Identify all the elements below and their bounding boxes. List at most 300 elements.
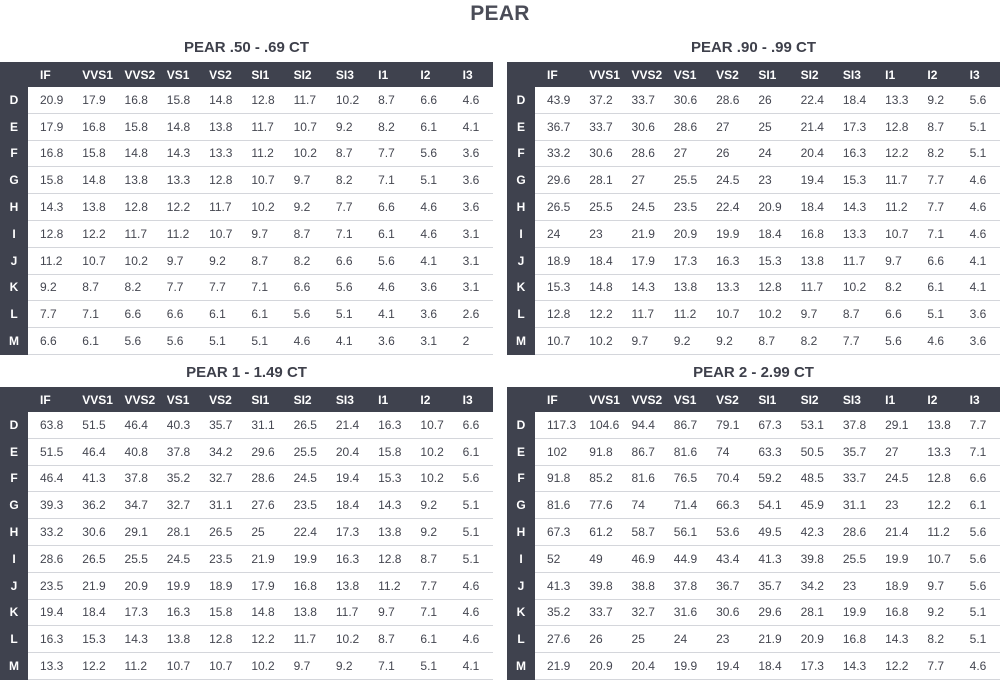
row-header: E [0, 438, 28, 465]
price-cell: 30.6 [704, 599, 746, 626]
price-cell: 8.7 [915, 113, 957, 140]
price-cell: 91.8 [535, 465, 577, 492]
price-cell: 13.3 [155, 167, 197, 194]
price-cell: 3.1 [408, 328, 450, 355]
table-title: PEAR 2 - 2.99 CT [693, 364, 814, 381]
price-cell: 46.9 [620, 545, 662, 572]
price-cell: 27.6 [535, 626, 577, 653]
price-cell: 16.8 [831, 626, 873, 653]
price-cell: 4.6 [451, 572, 493, 599]
price-cell: 11.2 [28, 247, 70, 274]
price-cell: 7.1 [408, 599, 450, 626]
column-header: IF [28, 387, 70, 412]
price-cell: 35.7 [197, 412, 239, 438]
table-row [507, 492, 1000, 519]
table-row [0, 167, 493, 194]
table-row [0, 465, 493, 492]
column-header: I1 [873, 387, 915, 412]
price-cell: 104.6 [577, 412, 619, 438]
price-cell: 23.5 [282, 492, 324, 519]
price-cell: 20.4 [789, 140, 831, 167]
price-cell: 12.8 [915, 465, 957, 492]
price-cell: 11.7 [873, 167, 915, 194]
price-cell: 46.4 [113, 412, 155, 438]
row-header: M [0, 653, 28, 680]
table-row [0, 220, 493, 247]
price-cell: 45.9 [789, 492, 831, 519]
price-cell: 6.6 [366, 194, 408, 221]
column-header: I2 [408, 62, 450, 87]
price-cell: 4.1 [451, 113, 493, 140]
price-cell: 6.1 [408, 626, 450, 653]
price-cell: 12.8 [746, 274, 788, 301]
price-cell: 6.1 [451, 438, 493, 465]
table-row [0, 140, 493, 167]
row-header: I [507, 545, 535, 572]
price-cell: 29.6 [746, 599, 788, 626]
price-cell: 8.2 [282, 247, 324, 274]
price-cell: 48.5 [789, 465, 831, 492]
price-cell: 10.2 [408, 465, 450, 492]
price-cell: 2 [451, 328, 493, 355]
price-cell: 8.7 [831, 301, 873, 328]
row-header: G [0, 167, 28, 194]
price-cell: 20.9 [28, 87, 70, 113]
column-header: I2 [915, 62, 957, 87]
price-cell: 12.8 [113, 194, 155, 221]
price-cell: 3.1 [451, 220, 493, 247]
price-cell: 91.8 [577, 438, 619, 465]
table-row [0, 301, 493, 328]
price-table [507, 387, 1000, 680]
price-cell: 26.5 [535, 194, 577, 221]
price-cell: 8.7 [366, 626, 408, 653]
column-header: SI2 [282, 62, 324, 87]
price-cell: 9.7 [282, 653, 324, 680]
price-cell: 5.1 [958, 626, 1000, 653]
row-header: D [507, 412, 535, 438]
price-cell: 4.6 [408, 194, 450, 221]
price-cell: 28.6 [28, 545, 70, 572]
row-header: G [507, 167, 535, 194]
price-cell: 4.6 [958, 194, 1000, 221]
price-cell: 14.3 [831, 653, 873, 680]
column-header: VVS2 [620, 62, 662, 87]
price-cell: 5.1 [451, 545, 493, 572]
price-cell: 11.7 [197, 194, 239, 221]
price-cell: 12.8 [197, 167, 239, 194]
price-cell: 6.1 [958, 492, 1000, 519]
price-cell: 24.5 [620, 194, 662, 221]
price-cell: 8.7 [282, 220, 324, 247]
price-cell: 8.7 [746, 328, 788, 355]
price-cell: 13.8 [155, 626, 197, 653]
price-cell: 5.1 [451, 519, 493, 546]
price-cell: 5.6 [958, 545, 1000, 572]
price-cell: 7.7 [408, 572, 450, 599]
price-table-section [507, 38, 1000, 355]
price-cell: 30.6 [577, 140, 619, 167]
price-cell: 23.5 [197, 545, 239, 572]
price-cell: 4.6 [282, 328, 324, 355]
row-header: F [507, 465, 535, 492]
price-cell: 9.2 [282, 194, 324, 221]
price-table-section [507, 363, 1000, 680]
price-cell: 28.6 [831, 519, 873, 546]
price-cell: 21.9 [535, 653, 577, 680]
price-cell: 40.8 [113, 438, 155, 465]
price-cell: 32.7 [197, 465, 239, 492]
row-header: E [507, 438, 535, 465]
price-cell: 11.7 [831, 247, 873, 274]
price-cell: 77.6 [577, 492, 619, 519]
price-cell: 4.1 [366, 301, 408, 328]
price-cell: 24 [662, 626, 704, 653]
price-cell: 10.2 [239, 653, 281, 680]
price-cell: 9.2 [28, 274, 70, 301]
price-cell: 10.7 [70, 247, 112, 274]
price-cell: 4.1 [451, 653, 493, 680]
price-cell: 4.1 [408, 247, 450, 274]
price-cell: 51.5 [28, 438, 70, 465]
column-header: VVS2 [620, 387, 662, 412]
table-row [507, 626, 1000, 653]
price-cell: 6.6 [155, 301, 197, 328]
price-cell: 81.6 [535, 492, 577, 519]
price-cell: 86.7 [620, 438, 662, 465]
table-row [507, 519, 1000, 546]
price-cell: 15.8 [197, 599, 239, 626]
price-cell: 8.2 [789, 328, 831, 355]
table-row [0, 274, 493, 301]
price-cell: 34.7 [113, 492, 155, 519]
price-cell: 43.9 [535, 87, 577, 113]
price-cell: 12.8 [873, 113, 915, 140]
price-cell: 7.7 [366, 140, 408, 167]
price-cell: 13.3 [831, 220, 873, 247]
page-title: PEAR [470, 2, 530, 25]
price-cell: 17.3 [113, 599, 155, 626]
price-cell: 6.6 [451, 412, 493, 438]
price-cell: 20.4 [324, 438, 366, 465]
price-cell: 9.2 [324, 653, 366, 680]
price-cell: 8.7 [366, 87, 408, 113]
row-header: J [507, 572, 535, 599]
price-cell: 39.8 [577, 572, 619, 599]
price-cell: 15.3 [746, 247, 788, 274]
price-cell: 6.6 [282, 274, 324, 301]
price-cell: 12.2 [70, 653, 112, 680]
price-cell: 23 [746, 167, 788, 194]
price-cell: 4.6 [451, 87, 493, 113]
price-cell: 5.6 [282, 301, 324, 328]
column-header: IF [28, 62, 70, 87]
price-cell: 16.3 [155, 599, 197, 626]
column-header: I2 [408, 387, 450, 412]
price-cell: 14.8 [577, 274, 619, 301]
price-cell: 10.7 [197, 220, 239, 247]
price-cell: 29.1 [873, 412, 915, 438]
price-cell: 54.1 [746, 492, 788, 519]
price-cell: 7.1 [915, 220, 957, 247]
price-cell: 13.8 [324, 572, 366, 599]
column-header: VS1 [662, 62, 704, 87]
price-cell: 51.5 [70, 412, 112, 438]
row-header: K [507, 274, 535, 301]
price-cell: 6.1 [366, 220, 408, 247]
price-cell: 30.6 [620, 113, 662, 140]
corner-cell [507, 62, 535, 87]
price-cell: 7.1 [366, 167, 408, 194]
price-cell: 12.8 [366, 545, 408, 572]
table-title: PEAR 1 - 1.49 CT [186, 364, 307, 381]
price-cell: 17.3 [324, 519, 366, 546]
price-cell: 13.3 [873, 87, 915, 113]
price-cell: 3.6 [451, 167, 493, 194]
price-cell: 25 [620, 626, 662, 653]
price-cell: 36.2 [70, 492, 112, 519]
price-cell: 14.8 [197, 87, 239, 113]
price-cell: 11.7 [239, 113, 281, 140]
price-cell: 5.1 [324, 301, 366, 328]
price-cell: 10.2 [239, 194, 281, 221]
price-cell: 5.6 [451, 465, 493, 492]
corner-cell [0, 62, 28, 87]
price-cell: 33.7 [577, 599, 619, 626]
table-row [507, 599, 1000, 626]
table-row [0, 113, 493, 140]
price-cell: 9.2 [915, 599, 957, 626]
row-header: H [507, 194, 535, 221]
price-table [0, 62, 493, 355]
price-cell: 6.1 [915, 274, 957, 301]
price-cell: 42.3 [789, 519, 831, 546]
price-cell: 26.5 [282, 412, 324, 438]
price-cell: 4.6 [958, 653, 1000, 680]
price-cell: 36.7 [704, 572, 746, 599]
price-cell: 8.2 [324, 167, 366, 194]
price-cell: 14.8 [113, 140, 155, 167]
price-cell: 20.9 [789, 626, 831, 653]
column-header: SI3 [324, 387, 366, 412]
table-row [507, 572, 1000, 599]
price-cell: 7.1 [958, 438, 1000, 465]
price-cell: 5.6 [155, 328, 197, 355]
price-cell: 27 [873, 438, 915, 465]
price-cell: 15.8 [70, 140, 112, 167]
price-cell: 27.6 [239, 492, 281, 519]
price-cell: 13.8 [789, 247, 831, 274]
column-header: SI3 [324, 62, 366, 87]
price-cell: 25 [746, 113, 788, 140]
column-header: VVS1 [577, 387, 619, 412]
price-cell: 6.6 [958, 465, 1000, 492]
price-cell: 9.2 [324, 113, 366, 140]
price-cell: 23 [577, 220, 619, 247]
price-cell: 23.5 [662, 194, 704, 221]
price-cell: 37.8 [155, 438, 197, 465]
price-cell: 10.7 [282, 113, 324, 140]
table-row [507, 438, 1000, 465]
price-cell: 8.7 [408, 545, 450, 572]
price-cell: 56.1 [662, 519, 704, 546]
price-cell: 5.1 [915, 301, 957, 328]
price-table-section [0, 363, 493, 680]
column-header: VS2 [704, 387, 746, 412]
price-cell: 8.2 [873, 274, 915, 301]
column-header: I1 [366, 62, 408, 87]
price-cell: 8.2 [113, 274, 155, 301]
price-cell: 25.5 [282, 438, 324, 465]
price-cell: 59.2 [746, 465, 788, 492]
table-title: PEAR .50 - .69 CT [183, 39, 310, 56]
price-cell: 23 [873, 492, 915, 519]
price-cell: 9.7 [789, 301, 831, 328]
price-cell: 5.6 [958, 572, 1000, 599]
price-cell: 31.1 [197, 492, 239, 519]
price-cell: 15.3 [831, 167, 873, 194]
price-cell: 19.4 [704, 653, 746, 680]
price-cell: 10.7 [155, 653, 197, 680]
price-cell: 21.4 [324, 412, 366, 438]
corner-cell [507, 387, 535, 412]
price-cell: 16.3 [366, 412, 408, 438]
price-table [507, 62, 1000, 355]
price-cell: 16.3 [324, 545, 366, 572]
price-cell: 19.4 [789, 167, 831, 194]
price-cell: 16.3 [704, 247, 746, 274]
price-cell: 12.8 [239, 87, 281, 113]
price-cell: 17.3 [662, 247, 704, 274]
price-cell: 44.9 [662, 545, 704, 572]
price-cell: 17.9 [28, 113, 70, 140]
price-cell: 9.7 [873, 247, 915, 274]
column-header: SI3 [831, 62, 873, 87]
price-cell: 7.7 [324, 194, 366, 221]
price-cell: 19.9 [662, 653, 704, 680]
price-cell: 9.7 [915, 572, 957, 599]
row-header: H [0, 194, 28, 221]
price-cell: 11.2 [873, 194, 915, 221]
price-cell: 4.1 [958, 247, 1000, 274]
price-cell: 24 [535, 220, 577, 247]
price-cell: 46.4 [28, 465, 70, 492]
row-header: H [507, 519, 535, 546]
price-cell: 14.3 [366, 492, 408, 519]
price-cell: 61.2 [577, 519, 619, 546]
price-cell: 4.6 [451, 599, 493, 626]
price-cell: 17.3 [831, 113, 873, 140]
price-cell: 15.8 [155, 87, 197, 113]
price-cell: 5.6 [958, 519, 1000, 546]
price-cell: 15.8 [113, 113, 155, 140]
price-cell: 46.4 [70, 438, 112, 465]
price-cell: 14.8 [155, 113, 197, 140]
price-cell: 3.6 [451, 194, 493, 221]
price-cell: 15.8 [28, 167, 70, 194]
price-cell: 15.3 [70, 626, 112, 653]
price-cell: 28.6 [704, 87, 746, 113]
price-cell: 14.3 [831, 194, 873, 221]
price-cell: 23 [704, 626, 746, 653]
price-cell: 21.9 [239, 545, 281, 572]
price-cell: 5.1 [958, 599, 1000, 626]
price-cell: 8.7 [70, 274, 112, 301]
price-cell: 3.6 [366, 328, 408, 355]
price-cell: 35.2 [535, 599, 577, 626]
price-cell: 30.6 [662, 87, 704, 113]
price-cell: 10.7 [535, 328, 577, 355]
price-cell: 39.8 [789, 545, 831, 572]
price-cell: 16.8 [113, 87, 155, 113]
price-cell: 33.2 [28, 519, 70, 546]
price-cell: 14.3 [620, 274, 662, 301]
price-cell: 13.8 [70, 194, 112, 221]
price-cell: 63.3 [746, 438, 788, 465]
price-cell: 5.1 [197, 328, 239, 355]
column-header: VS1 [155, 62, 197, 87]
price-cell: 21.4 [873, 519, 915, 546]
price-cell: 5.6 [366, 247, 408, 274]
price-cell: 5.6 [408, 140, 450, 167]
price-cell: 86.7 [662, 412, 704, 438]
table-row [0, 412, 493, 438]
price-cell: 36.7 [535, 113, 577, 140]
column-header: SI1 [239, 387, 281, 412]
price-cell: 12.2 [915, 492, 957, 519]
table-row [0, 626, 493, 653]
price-cell: 21.9 [70, 572, 112, 599]
row-header: L [0, 301, 28, 328]
price-cell: 5.1 [408, 167, 450, 194]
price-cell: 7.7 [28, 301, 70, 328]
price-cell: 6.1 [197, 301, 239, 328]
corner-cell [0, 387, 28, 412]
table-row [507, 220, 1000, 247]
column-header: I1 [366, 387, 408, 412]
price-cell: 37.2 [577, 87, 619, 113]
table-row [0, 599, 493, 626]
price-cell: 33.7 [831, 465, 873, 492]
price-cell: 10.2 [324, 87, 366, 113]
table-row [0, 519, 493, 546]
price-cell: 20.9 [662, 220, 704, 247]
price-cell: 102 [535, 438, 577, 465]
column-header: I3 [958, 62, 1000, 87]
price-cell: 15.3 [366, 465, 408, 492]
price-cell: 10.2 [577, 328, 619, 355]
price-cell: 27 [620, 167, 662, 194]
header-row [507, 62, 1000, 87]
price-cell: 5.6 [113, 328, 155, 355]
column-header: VVS2 [113, 387, 155, 412]
price-cell: 10.2 [746, 301, 788, 328]
price-cell: 7.1 [366, 653, 408, 680]
price-cell: 9.2 [197, 247, 239, 274]
column-header: SI1 [239, 62, 281, 87]
table-row [507, 301, 1000, 328]
price-cell: 16.8 [70, 113, 112, 140]
price-cell: 39.3 [28, 492, 70, 519]
price-cell: 5.6 [958, 87, 1000, 113]
price-cell: 6.6 [324, 247, 366, 274]
column-header: VS2 [704, 62, 746, 87]
price-cell: 19.9 [831, 599, 873, 626]
row-header: D [0, 87, 28, 113]
price-cell: 7.1 [70, 301, 112, 328]
column-header: SI2 [789, 62, 831, 87]
price-cell: 16.8 [28, 140, 70, 167]
